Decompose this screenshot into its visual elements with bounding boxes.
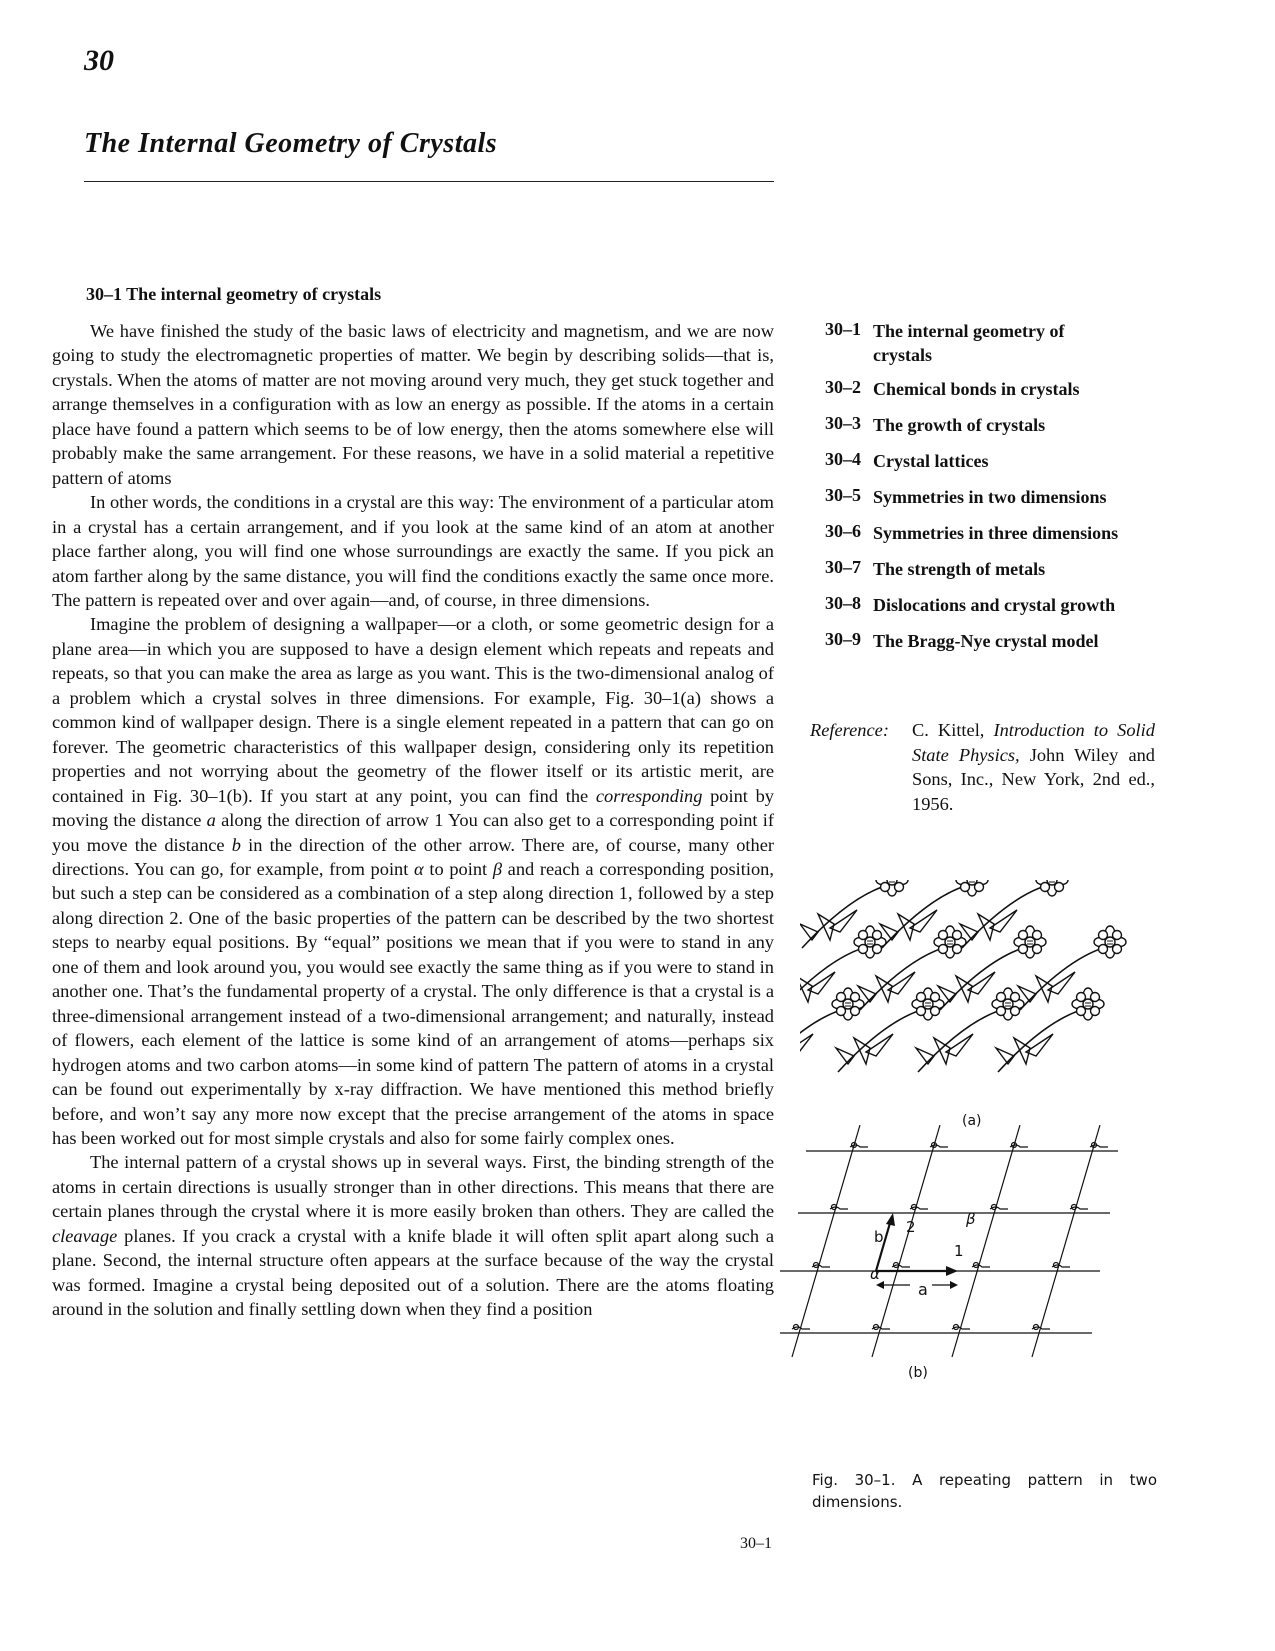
paragraph-4-part: planes. If you crack a crystal with a knife blade it will often split apart along such a plane. Second, the internal structure often appears at the surface because of the way the crystal was formed. Imagine a crystal being deposited out of a solution. There are the atoms floating around in the solution and finally settling down when they find a position [52,1225,774,1320]
toc-item[interactable] [825,485,1143,509]
lattice-label-dir2: 2 [906,1218,916,1236]
lattice-label-a: a [918,1280,928,1299]
symbol-a: a [206,810,216,831]
subfigure-a-label: (a) [962,1113,982,1129]
paragraph-3-part: Imagine the problem of designing a wallpaper—or a cloth, or some geometric design for a plane area—in which you are supposed to have a design element which repeats and repeats and repeats, so that you can make the area as large as you want. This is the two-dimensional analog of a problem which a crystal solves in three dimensions. For example, Fig. 30–1(a) shows a common kind of wallpaper design. There is a single element repeated in a pattern that can go on forever. The geometric characteristics of this wallpaper design, considering only its repetition properties and not worrying about the geometry of the flower itself or its artistic merit, are contained in Fig. 30–1(b). If you start at any point, you can find the [52,614,774,806]
toc-label: The internal geometry of crystals [873,321,1065,365]
chapter-title: The Internal Geometry of Crystals [84,128,498,159]
paragraph-1: We have finished the study of the basic laws of electricity and magnetism, and we are now going to study the electromagnetic properties of matter. We begin by describing solids—that is, crystals. When the atoms of matter are not moving around very much, they get stuck together and arrange themselves in a configuration with as low an energy as possible. If the atoms in a certain place have found a pattern which seems to be of low energy, then the atoms somewhere else will probably make the same arrangement. For these reasons, we have in a solid material a repetitive pattern of atoms [52,321,774,488]
toc-num: 30–4 [825,449,861,469]
toc-label: Crystal lattices [873,451,989,471]
paragraph-3-part: point by moving the distance [52,785,774,831]
toc-label: Chemical bonds in crystals [873,379,1080,399]
reference-title: Introduction to Solid State Physics, [912,720,1155,765]
toc-label: The Bragg-Nye crystal model [873,631,1099,651]
paragraph-3-part: and reach a corresponding position, but such a step can be considered as a combination of a step along direction 1, followed by a step along direction 2. One of the basic properties of the pattern can be described by the two shortest steps to nearby equal positions. By “equal” positions we mean that if you were to stand in any one of them and look around you, you would see exactly the same thing as if you were to stand in another one. That’s the fundamental property of a crystal. The only difference is that a crystal is a three-dimensional arrangement instead of a two-dimensional arrangement; and naturally, instead of flowers, each element of the lattice is some kind of an arrangement of atoms—perhaps six hydrogen atoms and two carbon atoms—in some kind of pattern The pattern of atoms in a crystal can be found out experimentally by x-ray diffraction. We have mentioned this method briefly before, and won’t say any more now except that the precise arrangement of the atoms in space has been worked out for most simple crystals and also for some fairly complex ones. [52,858,774,1148]
subfigure-b-label: (b) [908,1365,928,1381]
toc-label: Dislocations and crystal growth [873,595,1116,615]
paragraph-4 [52,1150,774,1321]
toc-item[interactable] [825,521,1143,545]
figure-caption: Fig. 30–1. A repeating pattern in two dimensions. [812,1471,1157,1511]
toc-label: The growth of crystals [873,415,1046,435]
paragraph-4-part: The internal pattern of a crystal shows up in several ways. First, the binding strength of the atoms in certain directions is usually stronger than in other directions. This means that there are certain planes through the crystal where it is more easily broken than others. They are called the [52,1152,774,1222]
paragraph-3 [52,612,774,1150]
toc-item[interactable] [825,593,1143,617]
reference-publisher: John Wiley and Sons, Inc., New York, 2nd ed., 1956. [912,744,1155,814]
emphasis-corresponding: corresponding [595,785,703,806]
lattice-label-dir1: 1 [954,1242,964,1260]
flower-motif [800,988,864,1072]
toc-num: 30–8 [825,593,861,613]
toc-num: 30–5 [825,485,861,505]
toc-item[interactable] [825,557,1143,581]
toc-item[interactable] [825,377,1143,401]
symbol-beta: β [492,858,502,879]
toc-num: 30–7 [825,557,861,577]
section-heading: 30–1 The internal geometry of crystals [86,284,382,304]
toc-num: 30–3 [825,413,861,433]
paragraph-3-part: to point [429,858,488,879]
toc-num: 30–6 [825,521,861,541]
paragraph-2: In other words, the conditions in a crystal are this way: The environment of a particular atom in a crystal has a certain arrangement, and if you look at the same kind of an atom at another place farther along, you will find one whose surroundings are exactly the same. If you pick an atom farther along by the same distance, you will find the conditions exactly the same once more. The pattern is repeated over and over again—and, of course, in three dimensions. [52,492,774,610]
lattice-motifs [792,1143,1108,1330]
paragraph-3-part: in the direction of the other arrow. There are, of course, many other directions. You can go, for example, from point [52,834,775,879]
toc-num: 30–2 [825,377,861,397]
reference-text [912,718,1155,816]
emphasis-cleavage: cleavage [52,1225,118,1246]
lattice-label-alpha: α [870,1265,880,1283]
reference-author: C. Kittel, [912,720,985,740]
title-rule [84,181,774,182]
body-text [52,319,774,1322]
chapter-number: 30 [84,44,114,77]
symbol-b: b [231,834,241,855]
toc-item[interactable] [825,629,1143,653]
toc-item[interactable] [825,413,1143,437]
page-number: 30–1 [740,1535,772,1552]
toc-item[interactable] [825,449,1143,473]
toc-num: 30–1 [825,319,861,339]
lattice-label-b: b [874,1228,884,1246]
reference-label: Reference: [810,720,889,740]
paragraph-3-part: along the direction of arrow 1 You can also get to a corresponding point if you move the distance [52,810,774,855]
toc-num: 30–9 [825,629,861,649]
symbol-alpha: α [414,858,424,879]
wallpaper-pattern-figure [800,880,1170,1090]
toc-label: Symmetries in two dimensions [873,487,1107,507]
toc-label: The strength of metals [873,559,1046,579]
lattice-label-beta: β [966,1210,976,1228]
lattice-figure [780,1125,1170,1365]
toc-item[interactable] [825,319,1088,367]
toc-label: Symmetries in three dimensions [873,523,1119,543]
